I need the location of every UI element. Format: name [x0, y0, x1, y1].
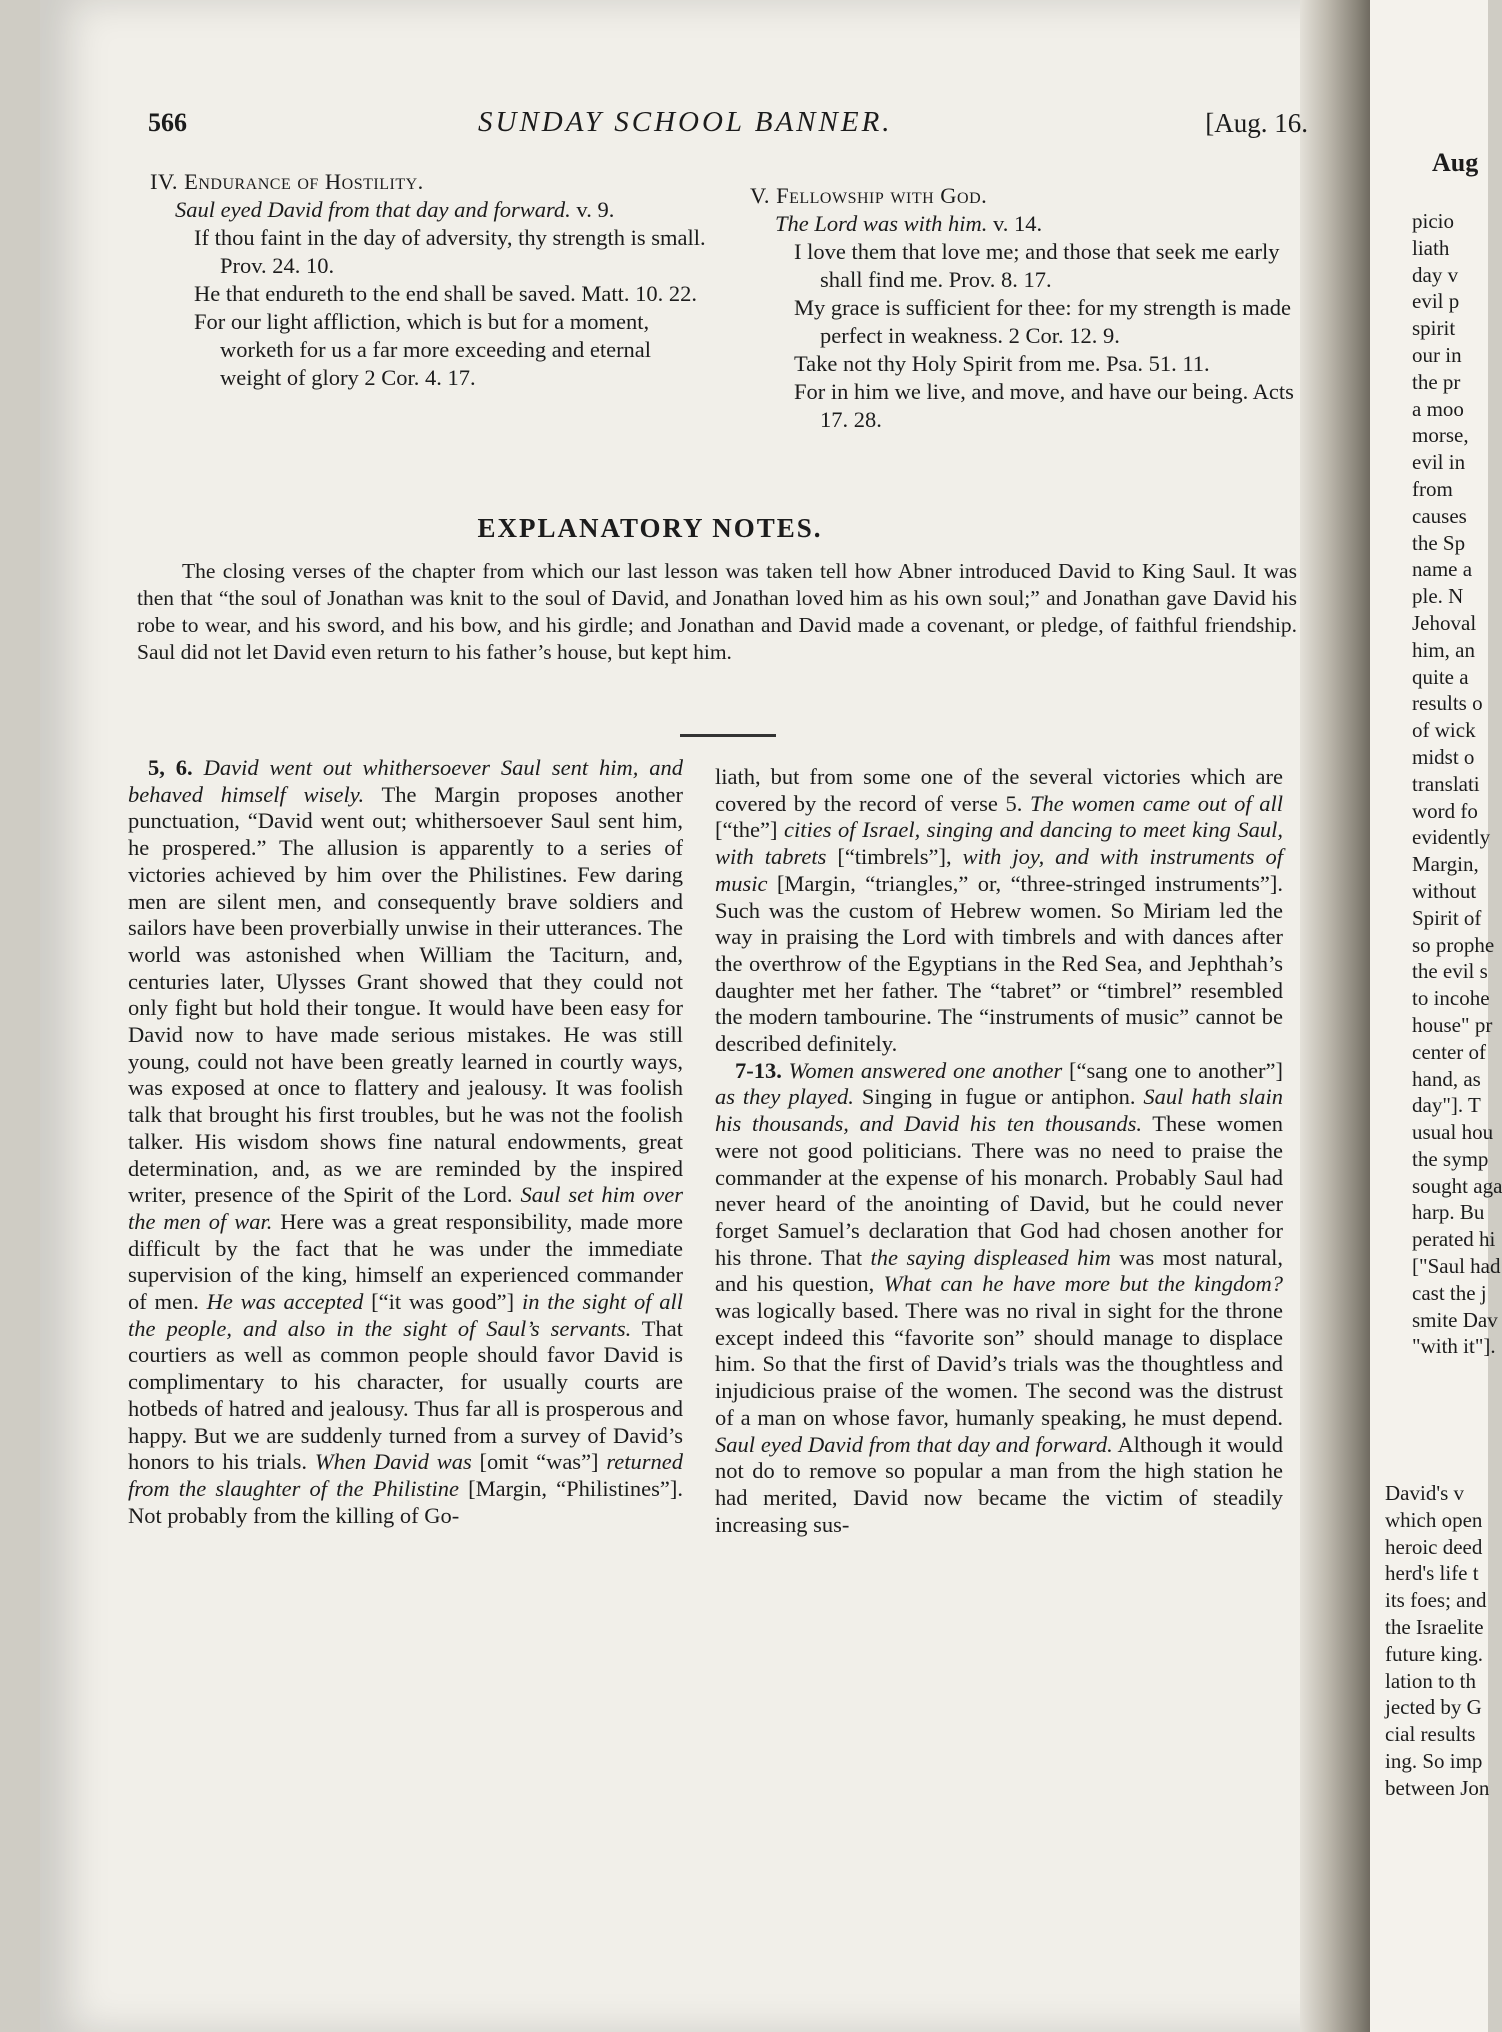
next-page-line: Jehoval [1412, 610, 1477, 635]
page-title: SUNDAY SCHOOL BANNER. [478, 106, 893, 138]
next-page-line: day v [1412, 262, 1459, 287]
next-page-line: name a [1412, 557, 1473, 582]
next-page-line: causes [1412, 503, 1467, 528]
next-page-line: herd's life t [1385, 1561, 1479, 1586]
note-paragraph: 7-13. Women answered one another [“sang one to another”] as they played. Singing in fugue or antiphon. Saul hath slain his thousands, and David his ten thousands. These women were not good politicians. There was no need to praise the commander at the expense of his monarch. Probably Saul had never heard of the anointing of David, but he could never forget Samuel’s declaration that God had chosen another for his throne. That the saying displeased him was most natural, and his question, What can he have more but the kingdom? was logically based. There was no rival in sight for the throne except indeed this “favorite son” should manage to displace him. So that the first of David’s trials was the thoughtless and injudicious praise of the women. The second was the distrust of a man on whose favor, humanly speaking, he must depend. Saul eyed David from that day and forward. Although it would not do to remove so popular a man from the high station he had merited, David now became the victim of steadily increasing sus- [715, 1057, 1284, 1537]
next-page-line: ing. So imp [1385, 1748, 1483, 1773]
column-right [715, 764, 1283, 1538]
next-page-line: Margin, [1412, 852, 1479, 877]
next-page-line: between Jon [1385, 1775, 1490, 1800]
next-page-line: evil in [1412, 450, 1466, 475]
next-page-line: its foes; and [1385, 1588, 1487, 1613]
next-page-line: quite a [1412, 664, 1469, 689]
outline-right [750, 182, 1305, 434]
next-page-line: picio [1412, 209, 1454, 233]
note-paragraph: liath, but from some one of the several victories which are covered by the record of verse 5. The women came out of all [“the”] cities of Israel, singing and dancing to meet king Saul, with tabrets [“timbrels”], with joy, and with instruments of music [Margin, “triangles,” or, “three-stringed instruments”]. Such was the custom of Hebrew women. So Miriam led the way in praising the Lord with timbrels and with dances after the overthrow of the Egyptians in the Red Sea, and Jephthah’s daughter met her father. The “tabret” or “timbrel” resembled the modern tambourine. The “instruments of music” cannot be described definitely. [715, 764, 1284, 1057]
next-page-line: cast the j [1412, 1280, 1487, 1305]
next-page-line: smite Dav [1412, 1307, 1498, 1332]
outline-heading: V. Fellowship with God. [750, 183, 988, 208]
outline-item: For our light affliction, which is but for a moment, worketh for us a far more exceeding and eternal weight of glory 2 Cor. 4. 17. [194, 309, 652, 390]
next-page-line: future king. [1385, 1641, 1483, 1666]
outline-heading: IV. Endurance of Hostility. [150, 169, 424, 194]
next-page-line: usual hou [1412, 1120, 1494, 1145]
book-gutter [1300, 0, 1370, 2032]
next-page-line: the Sp [1412, 530, 1466, 555]
notes-title: EXPLANATORY NOTES. [477, 513, 823, 543]
next-page-line: "with it"]. [1412, 1334, 1496, 1359]
next-page-line: translati [1412, 771, 1480, 796]
notes-intro: The closing verses of the chapter from which our last lesson was taken tell how Abner introduced David to King Saul. It was then that “the soul of Jonathan was knit to the soul of David, and Jonathan loved him as his own soul;” and Jonathan gave David his robe to wear, and his sword, and his bow, and his girdle; and Jonathan and David made a covenant, or pledge, of faithful friendship. Saul did not let David even return to his father’s house, but kept him. [137, 559, 1297, 664]
section-divider [680, 734, 776, 737]
next-page-line: evil p [1412, 289, 1460, 314]
next-page-text-top [1412, 208, 1502, 1360]
next-page-line: hand, as [1412, 1066, 1481, 1091]
next-page-line: from [1412, 476, 1453, 501]
next-page-line: of wick [1412, 718, 1476, 743]
next-page-line: day"]. T [1412, 1093, 1481, 1118]
next-page-line: ["Saul had [1412, 1254, 1501, 1279]
next-page-line: a moo [1412, 396, 1464, 421]
next-page-line: the symp [1412, 1146, 1489, 1171]
note-paragraph: 5, 6. David went out whithersoever Saul sent him, and behaved himself wisely. The Margin proposes another punctuation, “David went out; whithersoever Saul sent him, he prospered.” The allusion is apparently to a series of victories achieved by him over the Philistines. Few daring men are silent men, and consequently brave soldiers and sailors have been proverbially unwise in their utterances. The world was astonished when William the Taciturn, and, centuries later, Ulysses Grant showed that they could not only fight but hold their tongue. It would have been easy for David now to have made serious mistakes. He was still young, could not have been greatly learned in courtly ways, was exposed at once to flattery and jealousy. It was foolish talk that brought his first troubles, but he was not the foolish talker. His wisdom shows fine natural endowments, great determination, and, as we are reminded by the inspired writer, presence of the Spirit of the Lord. Saul set him over the men of war. Here was a great responsibility, made more difficult by the fact that he was under the immediate supervision of the king, himself an experienced commander of men. He was accepted [“it was good”] in the sight of all the people, and also in the sight of Saul’s servants. That courtiers as well as common people should favor David is complimentary to his character, for usually courts are hotbeds of hatred and jealousy. Thus far all is prosperous and happy. But we are suddenly turned from a survey of David’s honors to his trials. When David was [omit “was”] returned from the slaughter of the Philistine [Margin, “Philistines”]. Not probably from the killing of Go- [128, 755, 684, 1528]
next-page-line: liath [1412, 235, 1450, 260]
next-page-line: David's v [1385, 1481, 1465, 1505]
page-date: [Aug. 16. [1205, 108, 1308, 138]
next-page-line: heroic deed [1385, 1534, 1483, 1559]
outline-item: He that endureth to the end shall be saved. Matt. 10. 22. [194, 281, 697, 306]
outline-item: For in him we live, and move, and have our being. Acts 17. 28. [794, 379, 1294, 432]
next-page-line: evidently [1412, 825, 1491, 850]
page-number: 566 [148, 108, 187, 137]
next-page-line: to incohe [1412, 986, 1490, 1011]
next-page-line: harp. Bu [1412, 1200, 1485, 1225]
page-header [148, 108, 1308, 158]
next-page-line: him, an [1412, 637, 1475, 662]
next-page-line: center of [1412, 1039, 1487, 1064]
outline-item: My grace is sufficient for thee: for my strength is made perfect in weakness. 2 Cor. 12. 9. [794, 295, 1291, 348]
next-page-line: the evil s [1412, 959, 1488, 984]
next-page-line: perated hi [1412, 1227, 1496, 1252]
next-page-line: the Israelite [1385, 1614, 1484, 1639]
next-page-line: sought aga [1412, 1173, 1502, 1198]
next-page-line: the pr [1412, 369, 1461, 394]
outline-item: I love them that love me; and those that seek me early shall find me. Prov. 8. 17. [794, 239, 1280, 292]
column-left [128, 755, 683, 1529]
outline-item: If thou faint in the day of adversity, thy strength is small. Prov. 24. 10. [194, 225, 706, 278]
next-page-line: house" pr [1412, 1012, 1493, 1037]
next-page-line: spirit [1412, 316, 1456, 341]
next-page-line: word fo [1412, 798, 1478, 823]
next-page-line: results o [1412, 691, 1483, 716]
next-page-line: so prophe [1412, 932, 1495, 957]
next-page-line: jected by G [1385, 1695, 1482, 1720]
outline-verse: Saul eyed David from that day and forward. v. 9. [175, 197, 615, 222]
next-page-header: Aug [1432, 148, 1479, 177]
next-page-text-bottom [1385, 1480, 1489, 1802]
next-page-line: ple. N [1412, 584, 1464, 609]
next-page-line: morse, [1412, 423, 1469, 448]
next-page-line: midst o [1412, 744, 1475, 769]
next-page-line: Spirit of [1412, 905, 1482, 930]
outline-verse: The Lord was with him. v. 14. [775, 211, 1043, 236]
next-page-line: cial results [1385, 1722, 1476, 1747]
next-page-line: which open [1385, 1507, 1483, 1532]
outline-left [150, 168, 710, 392]
next-page-line: our in [1412, 342, 1462, 367]
outline-item: Take not thy Holy Spirit from me. Psa. 51. 11. [794, 351, 1210, 376]
next-page-line: without [1412, 878, 1477, 903]
next-page-line: lation to th [1385, 1668, 1476, 1693]
